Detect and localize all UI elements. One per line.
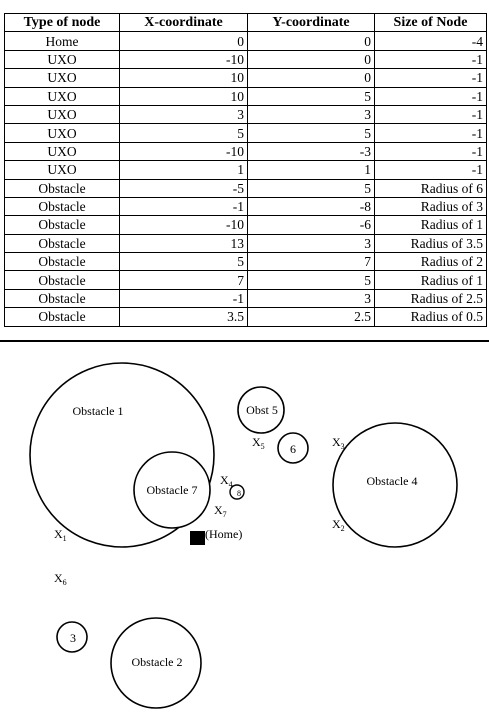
cell-size: Radius of 1 (375, 271, 487, 289)
header-y-coordinate: Y-coordinate (248, 14, 375, 32)
cell-type: Obstacle (5, 253, 120, 271)
cell-type: UXO (5, 105, 120, 123)
uxo-marker-2: $X_2$ (332, 517, 345, 533)
header-x-coordinate: X-coordinate (120, 14, 248, 32)
cell-x: 13 (120, 234, 248, 252)
cell-x: 10 (120, 87, 248, 105)
cell-size: -1 (375, 161, 487, 179)
cell-type: Obstacle (5, 308, 120, 326)
cell-type: Home (5, 32, 120, 50)
uxo-marker-5: $X_5$ (252, 435, 265, 451)
cell-y: 7 (248, 253, 375, 271)
table-row (5, 179, 487, 197)
cell-y: 5 (248, 87, 375, 105)
cell-type: Obstacle (5, 216, 120, 234)
table-row (5, 50, 487, 68)
cell-y: 5 (248, 124, 375, 142)
table-header-row (5, 14, 487, 32)
cell-x: -5 (120, 179, 248, 197)
obstacle-4-label: Obstacle 4 (366, 474, 418, 488)
cell-size: Radius of 3.5 (375, 234, 487, 252)
cell-x: 3 (120, 105, 248, 123)
table-row (5, 87, 487, 105)
cell-size: Radius of 2.5 (375, 289, 487, 307)
cell-type: Obstacle (5, 271, 120, 289)
obstacle-8-label: 8 (237, 489, 241, 498)
obstacle-5-label: Obst 5 (246, 403, 278, 417)
table-row (5, 289, 487, 307)
cell-y: 0 (248, 32, 375, 50)
table-row (5, 105, 487, 123)
table-row (5, 216, 487, 234)
table-row (5, 69, 487, 87)
home-label: (Home) (205, 527, 243, 541)
cell-type: Obstacle (5, 234, 120, 252)
home-marker (190, 531, 205, 545)
table-row (5, 197, 487, 215)
cell-x: -10 (120, 50, 248, 68)
cell-size: -1 (375, 142, 487, 160)
cell-size: -1 (375, 87, 487, 105)
cell-y: 3 (248, 289, 375, 307)
obstacle-2-label: Obstacle 2 (131, 655, 183, 669)
cell-x: 10 (120, 69, 248, 87)
cell-type: UXO (5, 87, 120, 105)
cell-y: 3 (248, 234, 375, 252)
cell-size: -1 (375, 124, 487, 142)
uxo-marker-6: $X_6$ (54, 571, 67, 587)
cell-x: 0 (120, 32, 248, 50)
header-size-of-node: Size of Node (375, 14, 487, 32)
cell-size: Radius of 3 (375, 197, 487, 215)
cell-x: 1 (120, 161, 248, 179)
obstacle-1-label: Obstacle 1 (72, 404, 124, 418)
table-row (5, 271, 487, 289)
table-row (5, 253, 487, 271)
cell-size: -1 (375, 105, 487, 123)
cell-type: Obstacle (5, 289, 120, 307)
cell-y: 3 (248, 105, 375, 123)
uxo-marker-1: $X_1$ (54, 527, 67, 543)
cell-y: 1 (248, 161, 375, 179)
cell-x: -1 (120, 197, 248, 215)
cell-size: Radius of 6 (375, 179, 487, 197)
cell-type: UXO (5, 142, 120, 160)
cell-type: UXO (5, 124, 120, 142)
cell-size: Radius of 2 (375, 253, 487, 271)
node-table (4, 13, 487, 327)
table-row (5, 161, 487, 179)
cell-x: -10 (120, 216, 248, 234)
obstacle-3-label: 3 (70, 631, 76, 645)
cell-y: 2.5 (248, 308, 375, 326)
cell-type: UXO (5, 69, 120, 87)
cell-y: -3 (248, 142, 375, 160)
cell-size: Radius of 1 (375, 216, 487, 234)
obstacle-7-label: Obstacle 7 (146, 483, 198, 497)
cell-size: Radius of 0.5 (375, 308, 487, 326)
table-row (5, 234, 487, 252)
obstacle-map (0, 342, 489, 717)
cell-y: -8 (248, 197, 375, 215)
table-row (5, 142, 487, 160)
cell-y: 0 (248, 69, 375, 87)
cell-y: 0 (248, 50, 375, 68)
cell-x: 5 (120, 253, 248, 271)
cell-x: -10 (120, 142, 248, 160)
cell-x: 3.5 (120, 308, 248, 326)
cell-x: 7 (120, 271, 248, 289)
cell-y: 5 (248, 179, 375, 197)
cell-type: Obstacle (5, 179, 120, 197)
uxo-marker-4: $X_4$ (220, 473, 233, 489)
cell-type: UXO (5, 50, 120, 68)
uxo-marker-7: $X_7$ (214, 503, 227, 519)
table-row (5, 124, 487, 142)
cell-x: 5 (120, 124, 248, 142)
header-type-of-node: Type of node (5, 14, 120, 32)
cell-size: -1 (375, 69, 487, 87)
cell-type: Obstacle (5, 197, 120, 215)
obstacle-6-label: 6 (290, 442, 296, 456)
table-row (5, 32, 487, 50)
cell-y: -6 (248, 216, 375, 234)
cell-size: -4 (375, 32, 487, 50)
cell-type: UXO (5, 161, 120, 179)
uxo-marker-3: $X_3$ (332, 435, 345, 451)
table-row (5, 308, 487, 326)
cell-y: 5 (248, 271, 375, 289)
cell-x: -1 (120, 289, 248, 307)
cell-size: -1 (375, 50, 487, 68)
